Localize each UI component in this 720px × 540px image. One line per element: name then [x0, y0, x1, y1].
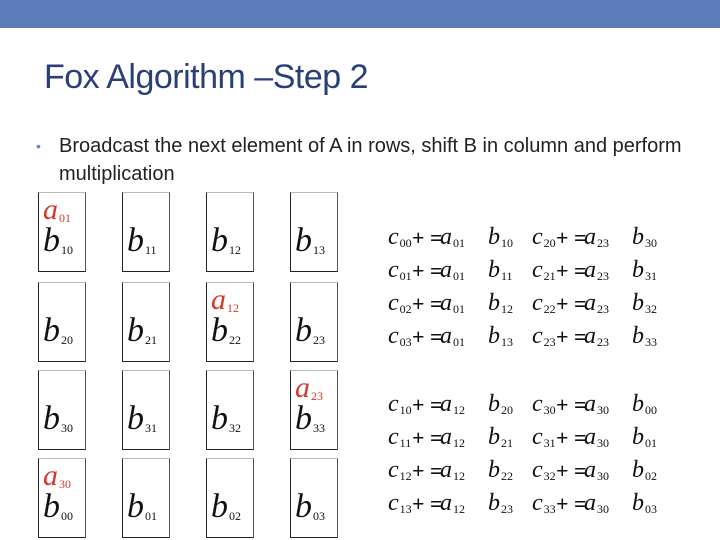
a-term: $a_{30}$ — [584, 457, 609, 483]
a-term: $a_{23}$ — [584, 323, 609, 349]
bullet-point — [36, 132, 696, 188]
a-term: $a_{01}$ — [440, 323, 465, 349]
a-term-subscript: 12 — [453, 436, 465, 450]
a-term-subscript: 23 — [597, 335, 609, 349]
b-term: $b_{22}$ — [488, 457, 513, 483]
grid-cell — [290, 370, 338, 450]
b-element-subscript: 11 — [145, 243, 157, 257]
b-element-subscript: 21 — [145, 333, 157, 347]
a-term-subscript: 23 — [597, 236, 609, 250]
b-element-subscript: 20 — [61, 333, 73, 347]
plus-equals-operator: + = — [556, 258, 587, 283]
a-element-subscript: 01 — [59, 211, 71, 225]
plus-equals-operator: + = — [412, 392, 443, 417]
c-term-subscript: 33 — [543, 502, 556, 516]
b-term: $b_{12}$ — [488, 290, 513, 316]
c-term-subscript: 12 — [399, 469, 412, 483]
c-term-subscript: 13 — [399, 502, 412, 516]
b-element-subscript: 12 — [229, 243, 241, 257]
a-term-subscript: 30 — [597, 436, 609, 450]
a-term: $a_{12}$ — [440, 457, 465, 483]
a-element: $a_{01}$ — [43, 193, 71, 226]
plus-equals-operator: + = — [556, 491, 587, 516]
plus-equals-operator: + = — [412, 425, 443, 450]
b-element-subscript: 22 — [229, 333, 241, 347]
b-term-subscript: 33 — [645, 335, 657, 349]
b-term: $b_{03}$ — [632, 490, 657, 516]
c-term-subscript: 03 — [399, 335, 412, 349]
matrix-grid — [38, 192, 338, 532]
a-term: $a_{30}$ — [584, 391, 609, 417]
c-term: $c_{32}$ — [532, 457, 556, 483]
b-term-subscript: 20 — [501, 403, 513, 417]
c-term: $c_{00}$ — [388, 224, 412, 250]
b-element: $b_{00}$ — [43, 488, 73, 525]
a-term: $a_{12}$ — [440, 391, 465, 417]
b-term: $b_{20}$ — [488, 391, 513, 417]
c-term-subscript: 11 — [399, 436, 412, 450]
b-element-subscript: 32 — [229, 421, 241, 435]
a-element: $a_{23}$ — [295, 371, 323, 404]
plus-equals-operator: + = — [556, 458, 587, 483]
a-term-subscript: 12 — [453, 469, 465, 483]
c-term: $c_{01}$ — [388, 257, 412, 283]
a-term-subscript: 01 — [453, 302, 465, 316]
b-term-subscript: 31 — [645, 269, 657, 283]
slide-title: Fox Algorithm –Step 2 — [44, 58, 369, 96]
equation-row — [388, 422, 708, 452]
b-element-subscript: 01 — [145, 509, 157, 523]
b-element: $b_{01}$ — [127, 488, 157, 525]
b-element-subscript: 30 — [61, 421, 73, 435]
a-term: $a_{30}$ — [584, 424, 609, 450]
plus-equals-operator: + = — [412, 258, 443, 283]
b-element-subscript: 23 — [313, 333, 325, 347]
b-term-subscript: 10 — [501, 236, 513, 250]
a-term-subscript: 01 — [453, 335, 465, 349]
c-term-subscript: 00 — [399, 236, 412, 250]
b-term-subscript: 00 — [645, 403, 657, 417]
c-term: $c_{12}$ — [388, 457, 412, 483]
plus-equals-operator: + = — [412, 458, 443, 483]
plus-equals-operator: + = — [556, 392, 587, 417]
bullet-text: Broadcast the next element of A in rows, shift B in column and perform multiplication — [59, 135, 682, 185]
b-term: $b_{13}$ — [488, 323, 513, 349]
c-term-subscript: 01 — [399, 269, 412, 283]
grid-cell — [38, 282, 86, 362]
a-term: $a_{23}$ — [584, 224, 609, 250]
b-element-subscript: 31 — [145, 421, 157, 435]
bullet-dot-icon: • — [36, 138, 41, 154]
b-term-subscript: 21 — [501, 436, 513, 450]
a-element-subscript: 23 — [311, 389, 323, 403]
c-term-subscript: 10 — [399, 403, 412, 417]
equation-row — [388, 321, 708, 351]
equation-row — [388, 255, 708, 285]
a-term-subscript: 12 — [453, 502, 465, 516]
b-term: $b_{11}$ — [488, 257, 513, 283]
b-term-subscript: 03 — [645, 502, 657, 516]
c-term: $c_{22}$ — [532, 290, 556, 316]
b-term: $b_{21}$ — [488, 424, 513, 450]
a-term-subscript: 23 — [597, 269, 609, 283]
c-term: $c_{30}$ — [532, 391, 556, 417]
a-term: $a_{23}$ — [584, 257, 609, 283]
b-term-subscript: 11 — [501, 269, 513, 283]
b-term: $b_{10}$ — [488, 224, 513, 250]
equation-list — [388, 222, 708, 522]
b-element: $b_{31}$ — [127, 400, 157, 437]
top-accent-bar — [0, 0, 720, 28]
b-term-subscript: 02 — [645, 469, 657, 483]
grid-cell — [122, 370, 170, 450]
grid-cell — [206, 458, 254, 538]
grid-cell — [38, 370, 86, 450]
c-term: $c_{23}$ — [532, 323, 556, 349]
c-term: $c_{20}$ — [532, 224, 556, 250]
c-term: $c_{11}$ — [388, 424, 412, 450]
b-element: $b_{33}$ — [295, 400, 325, 437]
grid-cell — [122, 458, 170, 538]
b-element: $b_{23}$ — [295, 312, 325, 349]
b-element: $b_{32}$ — [211, 400, 241, 437]
grid-cell — [38, 458, 86, 538]
b-element-subscript: 10 — [61, 243, 73, 257]
c-term-subscript: 21 — [543, 269, 556, 283]
a-term: $a_{01}$ — [440, 257, 465, 283]
c-term: $c_{10}$ — [388, 391, 412, 417]
b-element: $b_{11}$ — [127, 222, 157, 259]
b-element: $b_{30}$ — [43, 400, 73, 437]
equation-row — [388, 488, 708, 518]
b-element: $b_{22}$ — [211, 312, 241, 349]
b-term-subscript: 30 — [645, 236, 657, 250]
a-term-subscript: 30 — [597, 403, 609, 417]
b-term-subscript: 12 — [501, 302, 513, 316]
b-element-subscript: 33 — [313, 421, 325, 435]
c-term-subscript: 22 — [543, 302, 556, 316]
b-element: $b_{02}$ — [211, 488, 241, 525]
b-term-subscript: 22 — [501, 469, 513, 483]
grid-cell — [290, 282, 338, 362]
b-term: $b_{23}$ — [488, 490, 513, 516]
c-term: $c_{13}$ — [388, 490, 412, 516]
a-term: $a_{12}$ — [440, 490, 465, 516]
b-element: $b_{13}$ — [295, 222, 325, 259]
plus-equals-operator: + = — [556, 425, 587, 450]
grid-cell — [206, 282, 254, 362]
equation-row — [388, 455, 708, 485]
a-term: $a_{23}$ — [584, 290, 609, 316]
a-term-subscript: 01 — [453, 269, 465, 283]
a-element: $a_{30}$ — [43, 459, 71, 492]
plus-equals-operator: + = — [412, 291, 443, 316]
plus-equals-operator: + = — [412, 324, 443, 349]
plus-equals-operator: + = — [412, 491, 443, 516]
b-term-subscript: 32 — [645, 302, 657, 316]
a-term: $a_{01}$ — [440, 224, 465, 250]
c-term: $c_{21}$ — [532, 257, 556, 283]
c-term-subscript: 23 — [543, 335, 556, 349]
grid-cell — [290, 192, 338, 272]
b-term: $b_{30}$ — [632, 224, 657, 250]
b-element-subscript: 03 — [313, 509, 325, 523]
plus-equals-operator: + = — [556, 225, 587, 250]
b-term: $b_{02}$ — [632, 457, 657, 483]
b-element-subscript: 00 — [61, 509, 73, 523]
plus-equals-operator: + = — [412, 225, 443, 250]
plus-equals-operator: + = — [556, 291, 587, 316]
b-term: $b_{01}$ — [632, 424, 657, 450]
b-element: $b_{21}$ — [127, 312, 157, 349]
b-element-subscript: 02 — [229, 509, 241, 523]
c-term: $c_{33}$ — [532, 490, 556, 516]
c-term-subscript: 02 — [399, 302, 412, 316]
c-term-subscript: 20 — [543, 236, 556, 250]
grid-cell — [122, 282, 170, 362]
a-element-subscript: 12 — [227, 301, 239, 315]
a-term: $a_{12}$ — [440, 424, 465, 450]
c-term: $c_{03}$ — [388, 323, 412, 349]
a-term-subscript: 12 — [453, 403, 465, 417]
c-term: $c_{02}$ — [388, 290, 412, 316]
grid-cell — [206, 192, 254, 272]
a-term: $a_{30}$ — [584, 490, 609, 516]
a-term-subscript: 01 — [453, 236, 465, 250]
b-term: $b_{31}$ — [632, 257, 657, 283]
b-element-subscript: 13 — [313, 243, 325, 257]
b-term-subscript: 01 — [645, 436, 657, 450]
a-term-subscript: 30 — [597, 469, 609, 483]
b-element: $b_{03}$ — [295, 488, 325, 525]
b-element: $b_{12}$ — [211, 222, 241, 259]
equation-row — [388, 288, 708, 318]
grid-cell — [38, 192, 86, 272]
a-element-subscript: 30 — [59, 477, 71, 491]
a-element: $a_{12}$ — [211, 283, 239, 316]
c-term-subscript: 32 — [543, 469, 556, 483]
b-term-subscript: 13 — [501, 335, 513, 349]
grid-cell — [206, 370, 254, 450]
b-term: $b_{32}$ — [632, 290, 657, 316]
a-term-subscript: 30 — [597, 502, 609, 516]
equation-row — [388, 222, 708, 252]
equation-row — [388, 389, 708, 419]
a-term-subscript: 23 — [597, 302, 609, 316]
b-term: $b_{00}$ — [632, 391, 657, 417]
b-term-subscript: 23 — [501, 502, 513, 516]
grid-cell — [290, 458, 338, 538]
a-term: $a_{01}$ — [440, 290, 465, 316]
c-term-subscript: 31 — [543, 436, 556, 450]
b-element: $b_{10}$ — [43, 222, 73, 259]
plus-equals-operator: + = — [556, 324, 587, 349]
b-element: $b_{20}$ — [43, 312, 73, 349]
c-term-subscript: 30 — [543, 403, 556, 417]
b-term: $b_{33}$ — [632, 323, 657, 349]
grid-cell — [122, 192, 170, 272]
c-term: $c_{31}$ — [532, 424, 556, 450]
